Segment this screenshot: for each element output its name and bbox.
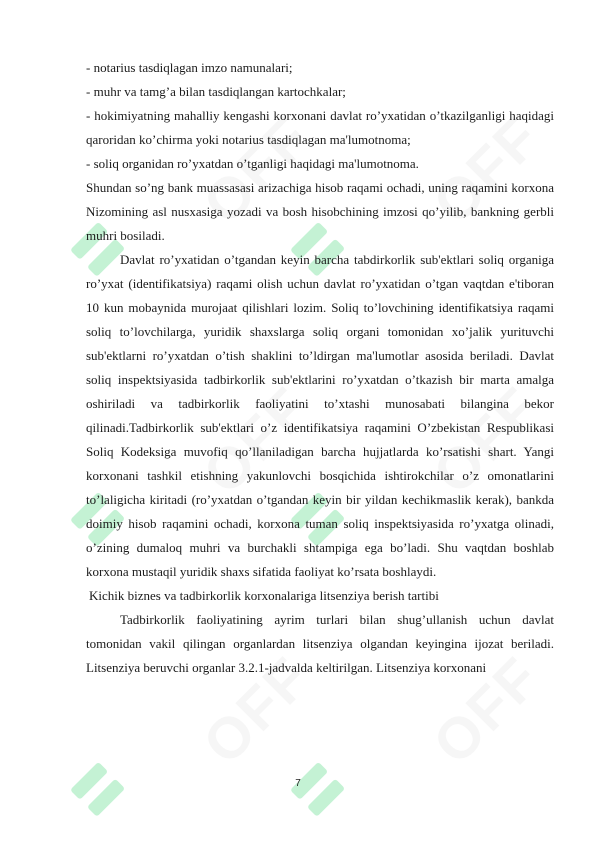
section-heading-licensing: Kichik biznes va tadbirkorlik korxonalariga litsenziya berish tartibi — [89, 588, 439, 603]
bullet-signature-samples: - notarius tasdiqlagan imzo namunalari; — [86, 60, 293, 75]
bullet-tax-registration: - soliq organidan ro’yxatdan o’tganligi haqidagi ma'lumotnoma. — [86, 156, 419, 171]
bullet-council-decision: - hokimiyatning mahalliy kengashi korxonani davlat ro’yxatidan o’tkazilganligi haqidagi qaroridan ko’chirma yoki notarius tasdiqlagan ma'lumotnoma; — [86, 108, 554, 147]
paragraph-licensing: Tadbirkorlik faoliyatining ayrim turlari bilan shug’ullanish uchun davlat tomonidan vakil qilingan organlardan litsenziya olgandan keyingina ijozat beriladi. Litsenziya beruvchi organlar 3.2.1-jadvalda keltirilgan. Litsenziya korxonani — [86, 612, 554, 675]
bullet-stamped-cards: - muhr va tamg’a bilan tasdiqlangan kartochkalar; — [86, 84, 346, 99]
document-body — [86, 56, 554, 680]
paragraph-tax-identification: Davlat ro’yxatidan o’tgandan keyin barcha tabdirkorlik sub'ektlari soliq organiga ro’yxat (identifikatsiya) raqami olish uchun davlat ro’yxatidan o’tgan vaqtdan e'tiboran 10 kun mobaynida murojaat qilishlari lozim. Soliq to’lovchining identifikatsiya raqami soliq to’lovchilarga, yuridik shaxslarga soliq organi tomonidan xo’jalik yurituvchi sub'ektlarni ro’yxatdan o’tish shaklini to’ldirgan ma'lumotlar asosida beriladi. Davlat soliq inspektsiyasida tadbirkorlik sub'ektlarini ro’yxatdan o’tkazish bir marta amalga oshiriladi va tadbirkorlik faoliyatini to’xtashi munosabati bilangina bekor qilinadi.Tadbirkorlik sub'ektlari o’z identifikatsiya raqamini O’zbekistan Respublikasi Soliq Kodeksiga muvofiq qo’llaniladigan barcha hujjatlarda ko’rsatishi shart. Yangi korxonani tashkil etishning yakunlovchi bosqichida ishtirokchilar o’z omonatlarini to’laligicha kiritadi (ro’yxatdan o’tgandan keyin bir yildan kechikmaslik kerak), bankda doimiy hisob raqamini ochadi, korxona tuman soliq inspektsiyasida ro’yxatga olinadi, o’zining dumaloq muhri va burchakli shtampiga ega bo’ladi. Shu vaqtdan boshlab korxona mustaqil yuridik shaxs sifatida faoliyat ko’rsata boshlaydi. — [86, 252, 554, 579]
paragraph-bank-account: Shundan so’ng bank muassasasi arizachiga hisob raqami ochadi, uning raqamini korxona Nizomining asl nusxasiga yozadi va bosh hisobchining imzosi qo’yilib, bankning gerbli muhri bosiladi. — [86, 180, 554, 243]
page-number: 7 — [295, 778, 301, 789]
